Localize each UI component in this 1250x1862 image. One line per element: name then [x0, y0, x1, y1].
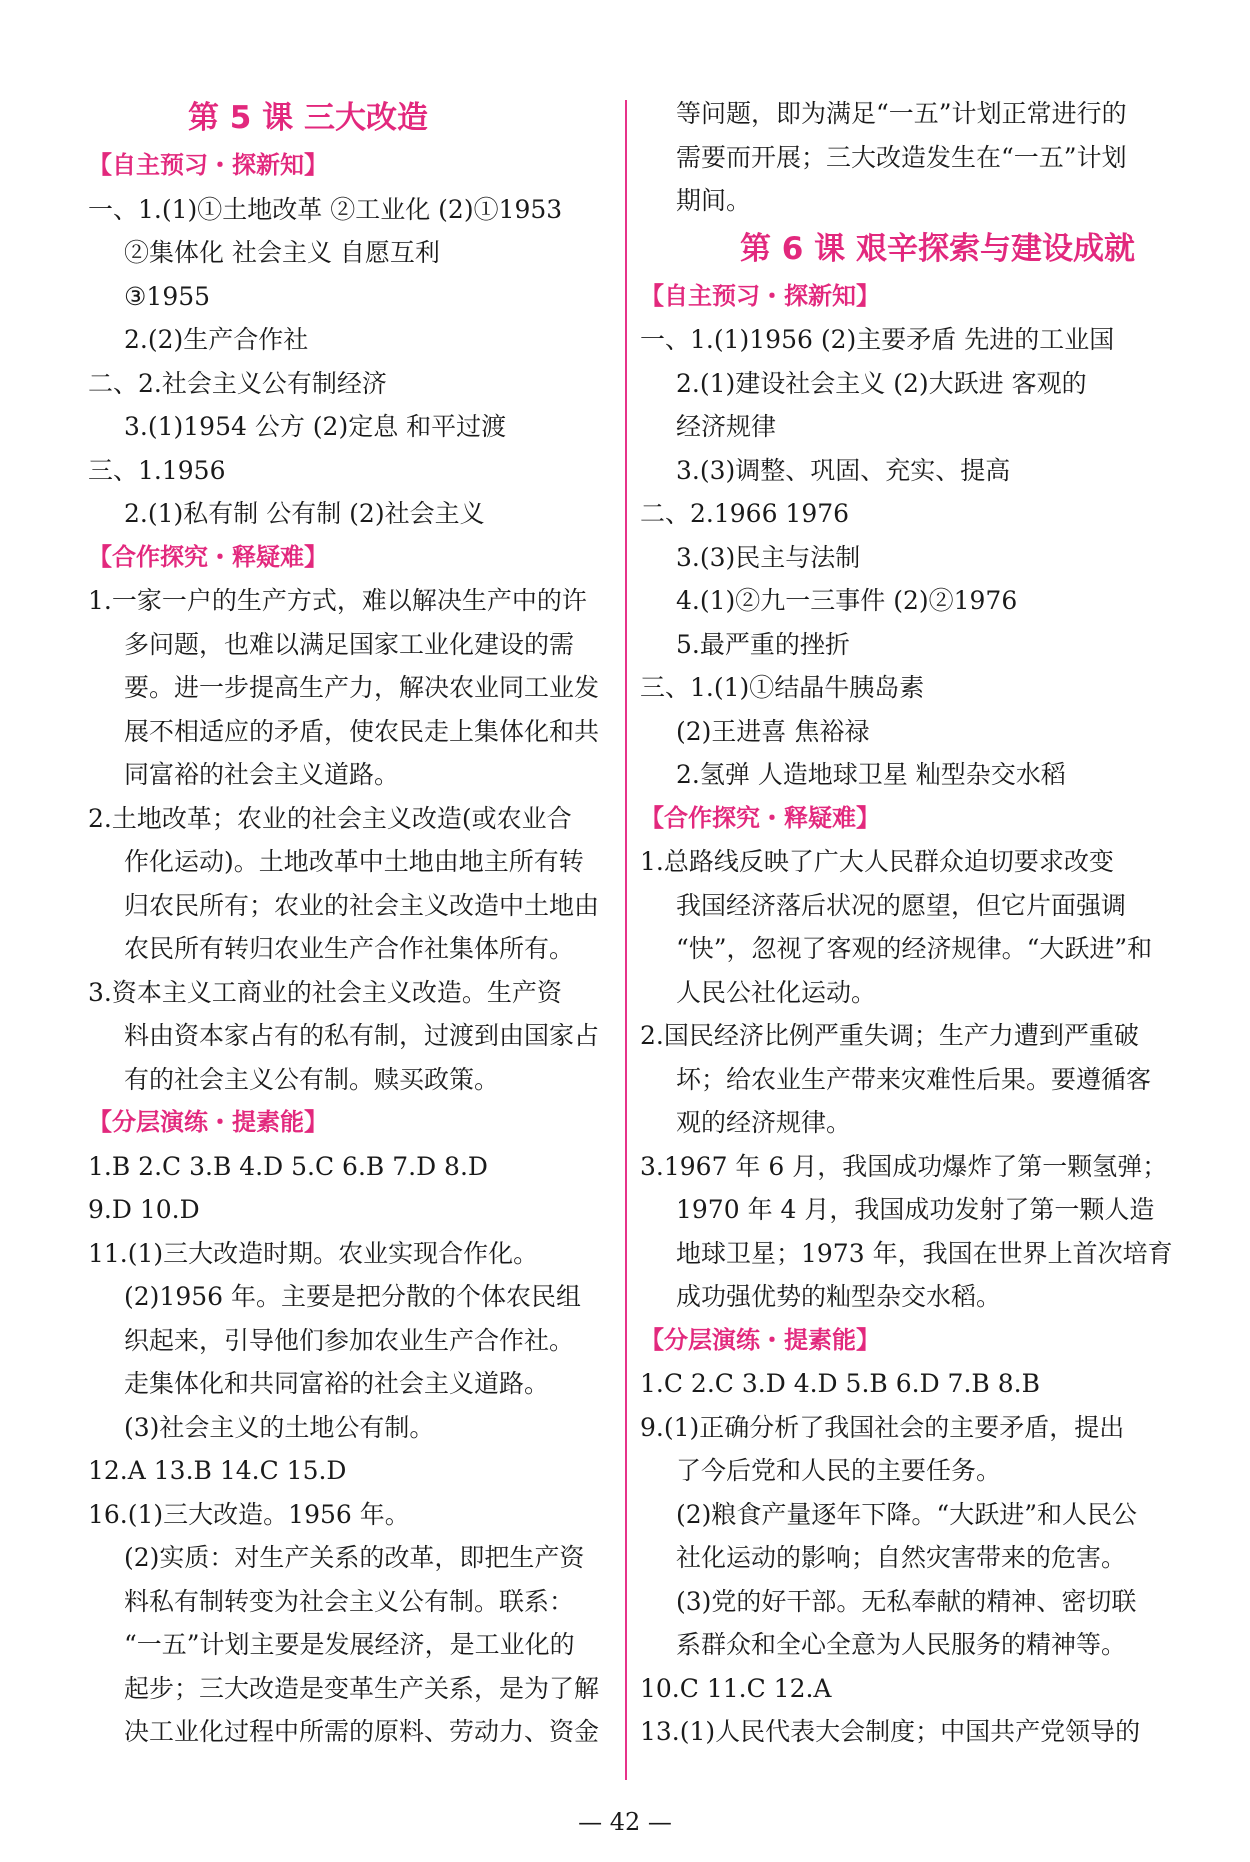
answer-line: 2.(2)生产合作社 [124, 325, 309, 354]
answer-line: 料私有制转变为社会主义公有制。联系： [124, 1586, 575, 1616]
answer-line: 二、2.1966 1976 [640, 499, 850, 528]
answer-line: 三、1.(1)①结晶牛胰岛素 [640, 673, 925, 702]
answer-line: 归农民所有；农业的社会主义改造中土地由 [124, 890, 600, 920]
section-heading: 【分层演练・提素能】 [640, 1325, 880, 1354]
answer-line: 需要而开展；三大改造发生在“一五”计划 [676, 142, 1127, 172]
lesson-title: 第 6 课 艰辛探索与建设成就 [740, 230, 1135, 267]
answer-line: 了今后党和人民的主要任务。 [676, 1456, 1002, 1485]
answer-line: 观的经济规律。 [676, 1108, 852, 1137]
section-heading: 【自主预习・探新知】 [640, 281, 880, 310]
answer-line: 经济规律 [676, 412, 777, 441]
answer-line: 1.B 2.C 3.B 4.D 5.C 6.B 7.D 8.D [88, 1151, 488, 1181]
answer-line: 1.C 2.C 3.D 4.D 5.B 6.D 7.B 8.B [640, 1369, 1040, 1398]
answer-line: 12.A 13.B 14.C 15.D [88, 1456, 347, 1485]
answer-line: ②集体化 社会主义 自愿互利 [124, 238, 440, 267]
answer-line: (3)社会主义的土地公有制。 [124, 1412, 435, 1442]
answer-line: 3.资本主义工商业的社会主义改造。生产资 [88, 977, 562, 1007]
answer-line: 坏；给农业生产带来灾难性后果。要遵循客 [676, 1064, 1152, 1094]
answer-line: 农民所有转归农业生产合作社集体所有。 [124, 934, 575, 963]
answer-line: 展不相适应的矛盾，使农民走上集体化和共 [124, 716, 600, 746]
answer-line: 成功强优势的籼型杂交水稻。 [676, 1282, 1002, 1311]
answer-line: 有的社会主义公有制。赎买政策。 [124, 1064, 500, 1094]
answer-line: 二、2.社会主义公有制经济 [88, 368, 387, 398]
answer-line: (2)1956 年。主要是把分散的个体农民组 [124, 1282, 581, 1311]
section-heading: 【合作探究・释疑难】 [88, 542, 328, 571]
answer-line: 3.1967 年 6 月，我国成功爆炸了第一颗氢弹； [640, 1151, 1168, 1181]
answer-line: 2.氢弹 人造地球卫星 籼型杂交水稻 [676, 760, 1066, 789]
section-heading: 【自主预习・探新知】 [88, 151, 328, 179]
page-number: — 42 — [578, 1808, 672, 1836]
answer-line: 系群众和全心全意为人民服务的精神等。 [676, 1630, 1127, 1659]
answer-line: 我国经济落后状况的愿望，但它片面强调 [676, 890, 1127, 920]
column-divider [625, 100, 627, 1780]
answer-line: (2)粮食产量逐年下降。“大跃进”和人民公 [676, 1499, 1137, 1529]
answer-line: (2)实质：对生产关系的改革，即把生产资 [124, 1543, 585, 1572]
answer-line: 起步；三大改造是变革生产关系，是为了解 [124, 1673, 600, 1703]
answer-line: 1.总路线反映了广大人民群众迫切要求改变 [640, 847, 1114, 876]
answer-line: 2.(1)建设社会主义 (2)大跃进 客观的 [676, 368, 1087, 398]
answer-line: 料由资本家占有的私有制，过渡到由国家占 [124, 1021, 600, 1050]
answer-line: 社化运动的影响；自然灾害带来的危害。 [676, 1543, 1127, 1572]
answer-line: 1970 年 4 月，我国成功发射了第一颗人造 [676, 1195, 1155, 1224]
left-column [88, 92, 618, 1754]
answer-line: 3.(3)调整、巩固、充实、提高 [676, 455, 1011, 485]
answer-line: 16.(1)三大改造。1956 年。 [88, 1499, 410, 1529]
section-heading: 【合作探究・释疑难】 [640, 803, 880, 832]
answer-line: 11.(1)三大改造时期。农业实现合作化。 [88, 1238, 539, 1268]
answer-line: “快”，忽视了客观的经济规律。“大跃进”和 [676, 934, 1153, 963]
answer-line: 作化运动)。土地改革中土地由地主所有转 [124, 847, 584, 876]
answer-line: 一、1.(1)①土地改革 ②工业化 (2)①1953 [88, 194, 563, 224]
answer-line: 5.最严重的挫折 [676, 629, 850, 659]
answer-line: “一五”计划主要是发展经济，是工业化的 [124, 1630, 575, 1659]
answer-line: 2.(1)私有制 公有制 (2)社会主义 [124, 499, 485, 528]
answer-line: (2)王进喜 焦裕禄 [676, 716, 870, 746]
answer-line: 等问题，即为满足“一五”计划正常进行的 [676, 99, 1127, 128]
answer-line: 多问题，也难以满足国家工业化建设的需 [124, 629, 575, 659]
answer-line: 3.(3)民主与法制 [676, 542, 861, 572]
answer-line: (3)党的好干部。无私奉献的精神、密切联 [676, 1586, 1137, 1616]
answer-line: 地球卫星；1973 年，我国在世界上首次培育 [676, 1238, 1173, 1268]
section-heading: 【分层演练・提素能】 [88, 1108, 328, 1136]
answer-line: 一、1.(1)1956 (2)主要矛盾 先进的工业国 [640, 325, 1115, 354]
answer-line: 三、1.1956 [88, 455, 226, 485]
answer-line: 织起来，引导他们参加农业生产合作社。 [124, 1325, 575, 1355]
answer-line: 决工业化过程中所需的原料、劳动力、资金 [124, 1717, 600, 1746]
answer-line: 2.国民经济比例严重失调；生产力遭到严重破 [640, 1021, 1139, 1050]
right-column [640, 92, 1180, 1754]
answer-line: 9.(1)正确分析了我国社会的主要矛盾，提出 [640, 1412, 1125, 1442]
answer-line: ③1955 [124, 281, 211, 311]
lesson-title: 第 5 课 三大改造 [188, 100, 428, 136]
answer-line: 10.C 11.C 12.A [640, 1673, 832, 1703]
answer-line: 13.(1)人民代表大会制度；中国共产党领导的 [640, 1717, 1141, 1746]
answer-line: 要。进一步提高生产力，解决农业同工业发 [124, 673, 600, 702]
answer-line: 9.D 10.D [88, 1195, 200, 1224]
answer-line: 2.土地改革；农业的社会主义改造(或农业合 [88, 803, 572, 833]
answer-line: 走集体化和共同富裕的社会主义道路。 [124, 1369, 550, 1398]
answer-line: 1.一家一户的生产方式，难以解决生产中的许 [88, 586, 587, 615]
answer-line: 同富裕的社会主义道路。 [124, 760, 400, 789]
answer-line: 4.(1)②九一三事件 (2)②1976 [676, 586, 1018, 615]
answer-line: 人民公社化运动。 [676, 977, 877, 1007]
answer-line: 3.(1)1954 公方 (2)定息 和平过渡 [124, 412, 507, 441]
answer-line: 期间。 [676, 186, 752, 215]
